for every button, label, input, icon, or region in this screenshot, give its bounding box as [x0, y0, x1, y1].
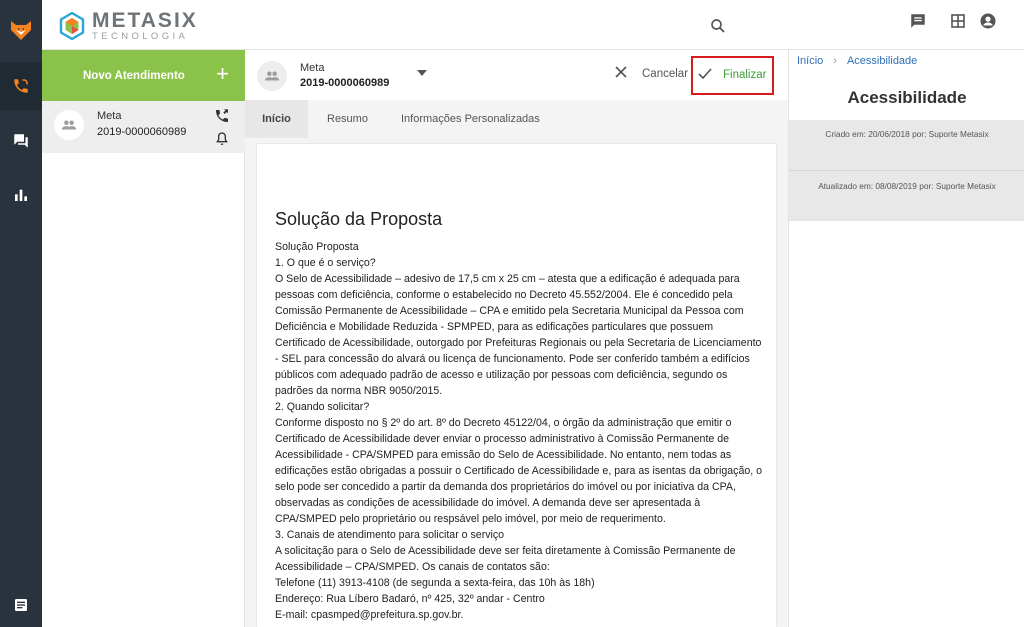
cancel-button[interactable]: Cancelar — [642, 68, 689, 80]
tab-inicio[interactable]: Início — [245, 100, 308, 138]
plus-icon: + — [216, 61, 229, 86]
attendance-header — [245, 50, 788, 100]
brand-name: METASIX — [92, 9, 198, 32]
chevron-down-icon[interactable] — [417, 70, 427, 76]
brand-logo — [58, 10, 198, 42]
new-attendance-label: Novo Atendimento — [83, 69, 185, 82]
account-icon[interactable] — [976, 9, 1000, 33]
close-icon[interactable] — [614, 65, 628, 79]
doc-paragraph: 1. O que é o serviço? — [275, 257, 376, 269]
created-info: Criado em: 20/06/2018 por: Suporte Metasix — [789, 120, 1024, 170]
bell-icon — [214, 131, 230, 147]
nav-documents[interactable] — [0, 581, 42, 627]
new-attendance-button[interactable] — [42, 50, 245, 101]
attendance-detail-panel — [245, 50, 788, 627]
avatar — [257, 61, 287, 91]
tab-resumo[interactable]: Resumo — [327, 113, 368, 125]
breadcrumb-acessibilidade[interactable]: Acessibilidade — [846, 55, 918, 67]
breadcrumb-separator: › — [833, 55, 837, 67]
document-body — [275, 239, 763, 623]
doc-paragraph: Endereço: Rua Líbero Badaró, nº 425, 32º andar - Centro — [275, 593, 545, 605]
knowledge-panel — [788, 50, 1024, 627]
side-rail — [0, 0, 42, 627]
contact-name: Meta — [300, 62, 325, 74]
doc-paragraph: 2. Quando solicitar? — [275, 401, 370, 413]
document-content — [257, 144, 776, 627]
document-list-icon — [13, 597, 29, 613]
top-header — [42, 0, 1024, 50]
updated-info: Atualizado em: 08/08/2019 por: Suporte Metasix — [789, 170, 1024, 221]
doc-paragraph: O Selo de Acessibilidade – adesivo de 17,5 cm x 25 cm – atesta que a edificação é adequada para pessoas com deficiência, conforme o estabelecido no Decreto 45.552/2004. Ele é concedido pela Comissão Permanente de Acessibilidade – CPA e emitido pela Secretaria Municipal da Pessoa com Deficiência e Mobilidade Reduzida - SPMPED, para as edificações particulares que possuem Certificado de Acessibilidade, outorgado por Prefeituras Regionais ou pela Secretaria de Licenciamento - SEL para concessão do alvará ou licença de funcionamento. Pode ser conferido também a edifícios públicos com adequado padrão de acesso e utilização por pessoas com deficiência, segundo os padrões da norma NBR 9050/2015. — [275, 273, 762, 397]
doc-paragraph: E-mail: cpasmped@prefeitura.sp.gov.br. — [275, 609, 464, 621]
tab-bar — [245, 100, 788, 138]
grid-icon[interactable] — [946, 9, 970, 33]
article-title: Acessibilidade — [847, 88, 967, 107]
group-icon — [60, 116, 78, 134]
phone-call-icon — [12, 77, 30, 95]
phone-forward-icon — [214, 108, 230, 124]
bar-chart-icon — [13, 187, 29, 203]
contact-id: 2019-0000060989 — [300, 77, 390, 89]
breadcrumb-inicio[interactable]: Início — [797, 55, 824, 67]
doc-paragraph: Telefone (11) 3913-4108 (de segunda a sexta-feira, das 10h às 18h) — [275, 577, 595, 589]
attendance-list-panel — [42, 50, 245, 627]
attendance-status-icons — [214, 108, 230, 147]
doc-paragraph: Conforme disposto no § 2º do art. 8º do Decreto 45122/04, o órgão da administração que emitir o Certificado de Acessibilidade dever enviar o processo administrativo à Comissão Permanente de Acessibilidade - CPA/SMPED para emissão do Selo de Acessibilidade. No entanto, nem todas as edificações estão obrigadas a possuir o Certificado de Acessibilidade e, para as isentas da obrigação, o selo pode ser concedido a partir da demanda dos proprietários do imóvel ou por iniciativa da CPA, observadas as condições de acessibilidade do imóvel. A demanda deve ser apresentada à CPA/SMPED pelo proprietário ou respsável pelo imóvel, por meio de requerimento. — [275, 417, 763, 525]
nav-calls[interactable] — [0, 62, 42, 110]
check-icon — [697, 67, 713, 81]
doc-paragraph: 3. Canais de atendimento para solicitar o serviço — [275, 529, 505, 541]
finalize-label: Finalizar — [723, 69, 767, 81]
search-icon[interactable] — [706, 14, 730, 38]
finalize-button[interactable] — [691, 56, 774, 95]
metasix-logo-icon — [58, 12, 86, 40]
avatar — [54, 110, 84, 140]
attendance-list-item[interactable] — [42, 101, 245, 153]
breadcrumb — [797, 55, 917, 67]
nav-reports[interactable] — [0, 171, 42, 219]
chat-icon — [12, 132, 30, 150]
document-title: Solução da Proposta — [275, 209, 443, 229]
fox-logo-icon[interactable] — [0, 0, 42, 60]
doc-paragraph: A solicitação para o Selo de Acessibilidade deve ser feita diretamente à Comissão Permanente de Acessibilidade – CPA/SMPED. Os canais de contatos são: — [275, 545, 736, 573]
attendance-name: Meta — [97, 110, 122, 122]
nav-chat[interactable] — [0, 117, 42, 165]
brand-subtitle: TECNOLOGIA — [92, 31, 189, 42]
tab-informacoes-personalizadas[interactable]: Informações Personalizadas — [401, 113, 540, 125]
group-icon — [263, 67, 281, 85]
message-icon[interactable] — [906, 9, 930, 33]
doc-paragraph: Solução Proposta — [275, 241, 359, 253]
attendance-id: 2019-0000060989 — [97, 126, 187, 138]
